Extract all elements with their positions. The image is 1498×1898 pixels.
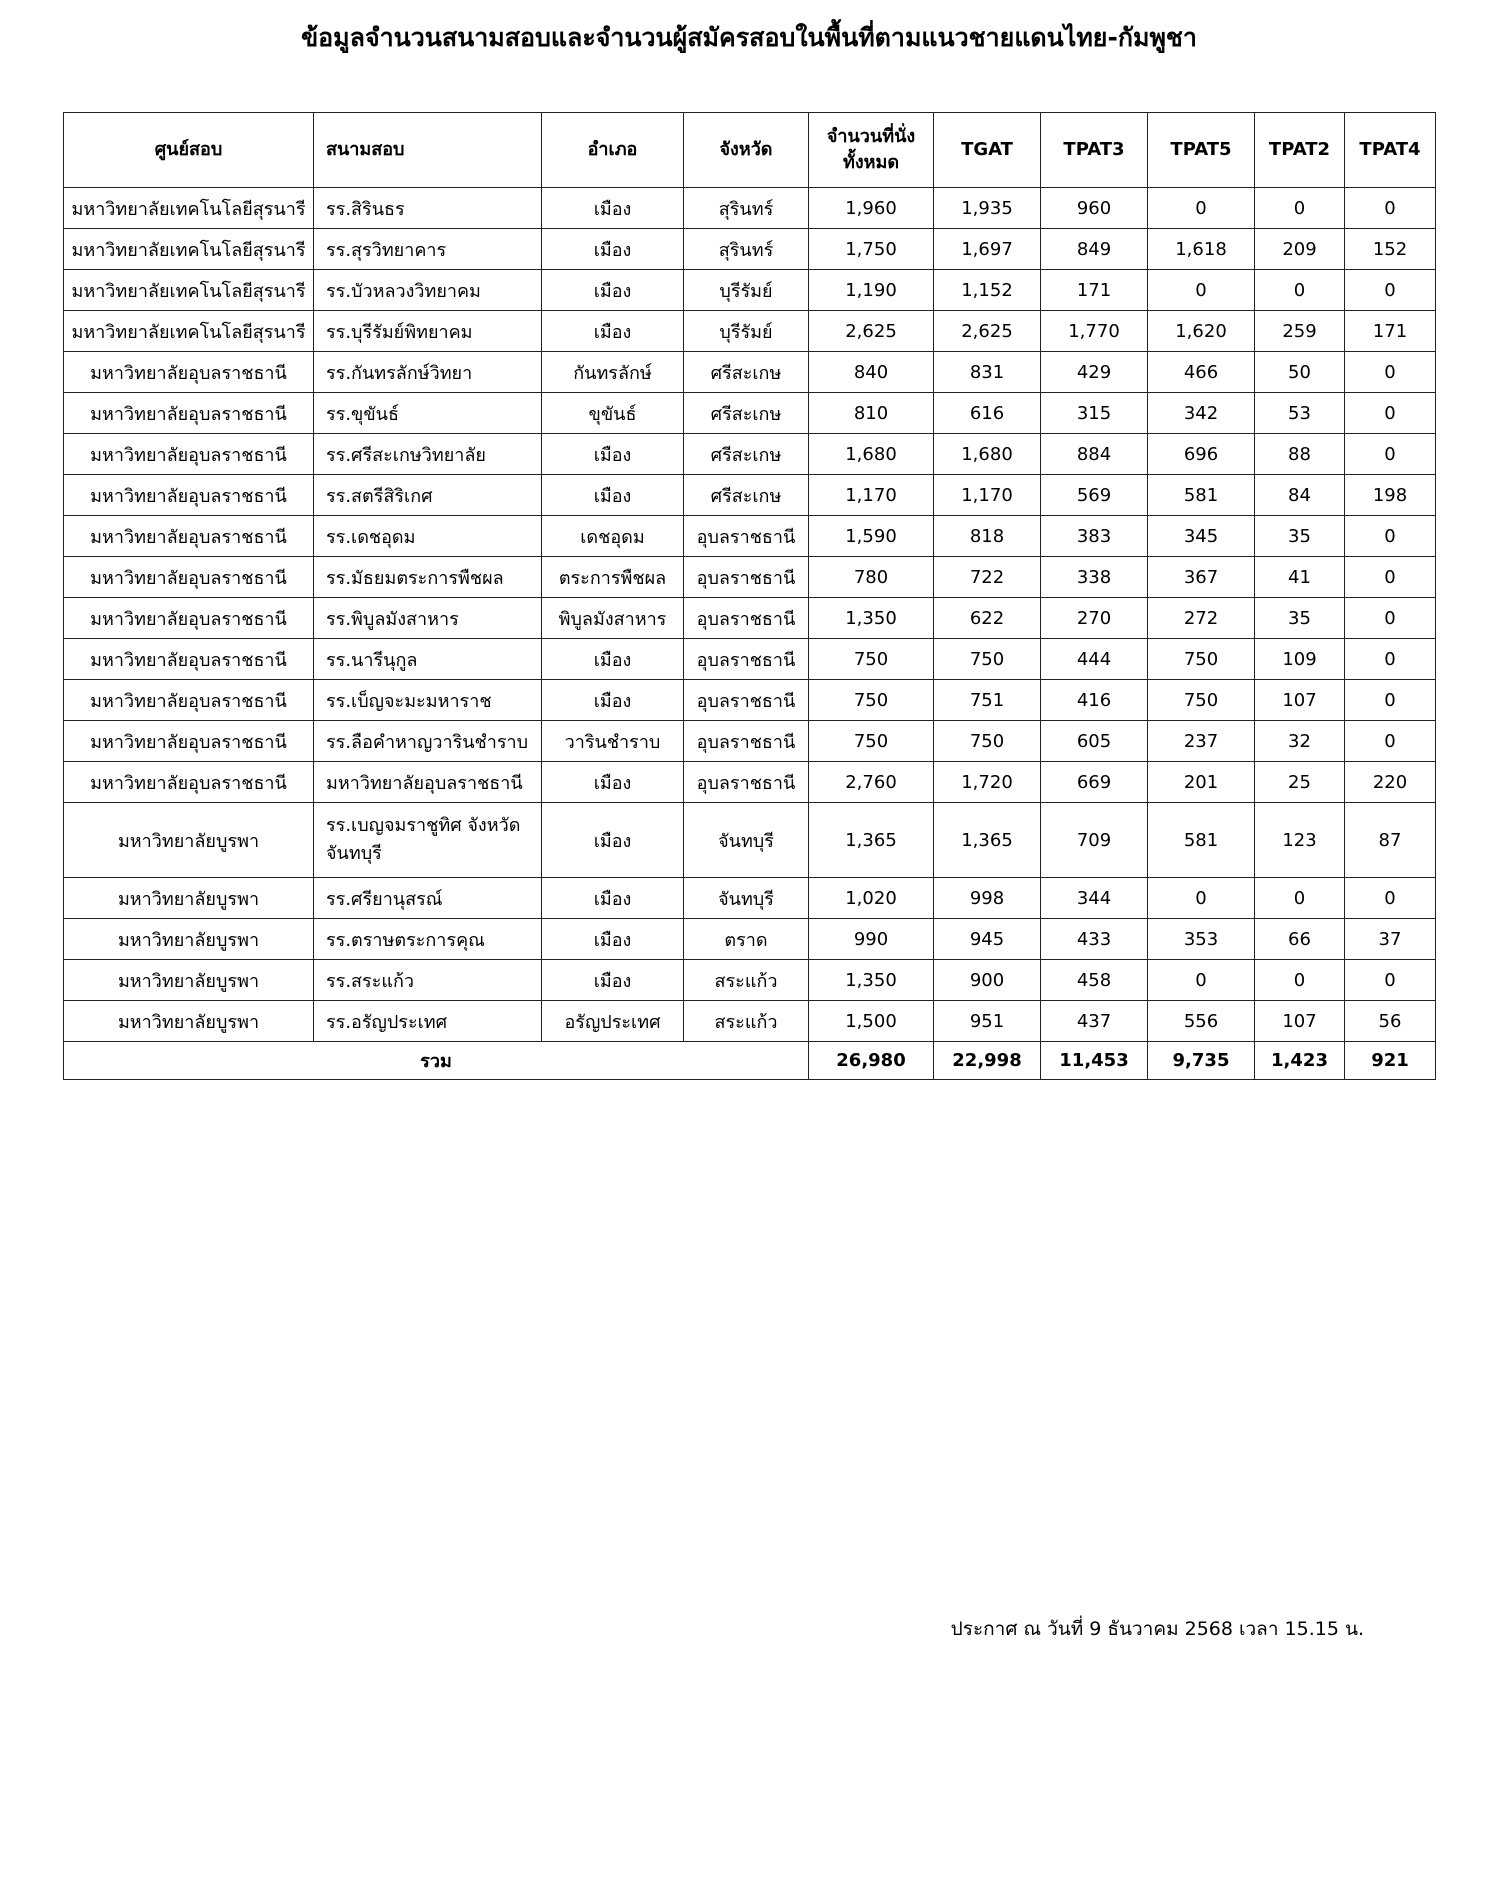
cell-seats: 2,625 <box>809 311 934 352</box>
cell-center: มหาวิทยาลัยเทคโนโลยีสุรนารี <box>64 270 314 311</box>
cell-district: ตระการพืชผล <box>542 557 684 598</box>
cell-seats: 810 <box>809 393 934 434</box>
cell-province: อุบลราชธานี <box>684 762 809 803</box>
cell-field: รร.อรัญประเทศ <box>314 1001 542 1042</box>
cell-province: จันทบุรี <box>684 878 809 919</box>
table-row <box>64 557 1436 598</box>
table-row <box>64 311 1436 352</box>
cell-district: พิบูลมังสาหาร <box>542 598 684 639</box>
table-row <box>64 721 1436 762</box>
table-row <box>64 639 1436 680</box>
cell-center: มหาวิทยาลัยเทคโนโลยีสุรนารี <box>64 311 314 352</box>
cell-field: รร.บัวหลวงวิทยาคม <box>314 270 542 311</box>
header-province: จังหวัด <box>684 113 809 188</box>
cell-district: เมือง <box>542 188 684 229</box>
cell-district: เมือง <box>542 919 684 960</box>
header-seats: จำนวนที่นั่งทั้งหมด <box>809 113 934 188</box>
cell-tgat: 750 <box>934 639 1041 680</box>
cell-tpat2: 50 <box>1255 352 1345 393</box>
cell-district: เมือง <box>542 960 684 1001</box>
table-row <box>64 762 1436 803</box>
cell-tpat2: 0 <box>1255 878 1345 919</box>
header-district: อำเภอ <box>542 113 684 188</box>
cell-field: รร.เดชอุดม <box>314 516 542 557</box>
cell-province: ศรีสะเกษ <box>684 352 809 393</box>
table-row <box>64 229 1436 270</box>
header-center: ศูนย์สอบ <box>64 113 314 188</box>
cell-district: เมือง <box>542 311 684 352</box>
cell-seats: 750 <box>809 721 934 762</box>
cell-center: มหาวิทยาลัยอุบลราชธานี <box>64 434 314 475</box>
cell-tpat2: 0 <box>1255 960 1345 1001</box>
cell-tgat: 998 <box>934 878 1041 919</box>
cell-field: รร.เบ็ญจะมะมหาราช <box>314 680 542 721</box>
total-tpat2: 1,423 <box>1255 1042 1345 1080</box>
table-row <box>64 878 1436 919</box>
cell-tpat3: 669 <box>1041 762 1148 803</box>
table-row <box>64 960 1436 1001</box>
cell-tpat2: 0 <box>1255 188 1345 229</box>
cell-tpat2: 107 <box>1255 1001 1345 1042</box>
cell-tpat3: 338 <box>1041 557 1148 598</box>
header-tpat3: TPAT3 <box>1041 113 1148 188</box>
cell-district: เมือง <box>542 434 684 475</box>
cell-tgat: 951 <box>934 1001 1041 1042</box>
cell-seats: 750 <box>809 639 934 680</box>
total-tgat: 22,998 <box>934 1042 1041 1080</box>
cell-tpat4: 0 <box>1345 680 1436 721</box>
cell-tpat2: 259 <box>1255 311 1345 352</box>
cell-seats: 1,350 <box>809 960 934 1001</box>
table-row <box>64 919 1436 960</box>
cell-tpat3: 709 <box>1041 803 1148 878</box>
cell-seats: 1,020 <box>809 878 934 919</box>
cell-district: เมือง <box>542 680 684 721</box>
page-title: ข้อมูลจำนวนสนามสอบและจำนวนผู้สมัครสอบในพื้นที่ตามแนวชายแดนไทย-กัมพูชา <box>301 23 1197 52</box>
cell-field: รร.ขุขันธ์ <box>314 393 542 434</box>
cell-field: รร.สระแก้ว <box>314 960 542 1001</box>
cell-tpat4: 220 <box>1345 762 1436 803</box>
cell-tpat4: 171 <box>1345 311 1436 352</box>
cell-tpat5: 0 <box>1148 960 1255 1001</box>
cell-district: เมือง <box>542 475 684 516</box>
cell-tgat: 751 <box>934 680 1041 721</box>
cell-tgat: 1,365 <box>934 803 1041 878</box>
cell-district: วารินชำราบ <box>542 721 684 762</box>
cell-tpat3: 458 <box>1041 960 1148 1001</box>
cell-seats: 750 <box>809 680 934 721</box>
cell-seats: 840 <box>809 352 934 393</box>
table-row <box>64 598 1436 639</box>
cell-province: จันทบุรี <box>684 803 809 878</box>
cell-tpat4: 0 <box>1345 639 1436 680</box>
cell-tpat4: 87 <box>1345 803 1436 878</box>
cell-seats: 780 <box>809 557 934 598</box>
cell-field: รร.ศรียานุสรณ์ <box>314 878 542 919</box>
cell-tpat3: 344 <box>1041 878 1148 919</box>
cell-tpat5: 581 <box>1148 475 1255 516</box>
total-label: รวม <box>64 1042 809 1080</box>
table-row <box>64 803 1436 878</box>
cell-tgat: 945 <box>934 919 1041 960</box>
cell-tgat: 900 <box>934 960 1041 1001</box>
cell-tpat4: 0 <box>1345 557 1436 598</box>
cell-tpat3: 884 <box>1041 434 1148 475</box>
cell-center: มหาวิทยาลัยบูรพา <box>64 1001 314 1042</box>
cell-tpat4: 0 <box>1345 960 1436 1001</box>
cell-center: มหาวิทยาลัยบูรพา <box>64 919 314 960</box>
cell-field: รร.พิบูลมังสาหาร <box>314 598 542 639</box>
cell-tpat5: 342 <box>1148 393 1255 434</box>
cell-tpat2: 35 <box>1255 598 1345 639</box>
cell-tpat4: 152 <box>1345 229 1436 270</box>
cell-tpat4: 0 <box>1345 393 1436 434</box>
cell-field: รร.สตรีสิริเกศ <box>314 475 542 516</box>
cell-center: มหาวิทยาลัยอุบลราชธานี <box>64 721 314 762</box>
cell-field: มหาวิทยาลัยอุบลราชธานี <box>314 762 542 803</box>
cell-tpat2: 107 <box>1255 680 1345 721</box>
cell-center: มหาวิทยาลัยอุบลราชธานี <box>64 393 314 434</box>
cell-district: กันทรลักษ์ <box>542 352 684 393</box>
cell-center: มหาวิทยาลัยอุบลราชธานี <box>64 352 314 393</box>
cell-tpat2: 123 <box>1255 803 1345 878</box>
cell-field: รร.สิรินธร <box>314 188 542 229</box>
cell-field: รร.ศรีสะเกษวิทยาลัย <box>314 434 542 475</box>
cell-tpat3: 960 <box>1041 188 1148 229</box>
cell-tpat5: 0 <box>1148 878 1255 919</box>
cell-field: รร.มัธยมตระการพืชผล <box>314 557 542 598</box>
cell-center: มหาวิทยาลัยอุบลราชธานี <box>64 762 314 803</box>
cell-field: รร.เบญจมราชูทิศ จังหวัดจันทบุรี <box>314 803 542 878</box>
cell-tpat2: 32 <box>1255 721 1345 762</box>
cell-tpat4: 198 <box>1345 475 1436 516</box>
cell-province: ศรีสะเกษ <box>684 393 809 434</box>
cell-district: เมือง <box>542 270 684 311</box>
cell-province: อุบลราชธานี <box>684 721 809 762</box>
cell-tpat5: 0 <box>1148 188 1255 229</box>
cell-tpat2: 84 <box>1255 475 1345 516</box>
cell-tpat2: 53 <box>1255 393 1345 434</box>
header-tgat: TGAT <box>934 113 1041 188</box>
cell-tpat5: 466 <box>1148 352 1255 393</box>
cell-center: มหาวิทยาลัยอุบลราชธานี <box>64 557 314 598</box>
cell-field: รร.ตราษตระการคุณ <box>314 919 542 960</box>
total-tpat3: 11,453 <box>1041 1042 1148 1080</box>
cell-tgat: 2,625 <box>934 311 1041 352</box>
cell-tpat2: 35 <box>1255 516 1345 557</box>
cell-center: มหาวิทยาลัยอุบลราชธานี <box>64 475 314 516</box>
total-seats: 26,980 <box>809 1042 934 1080</box>
table-row <box>64 475 1436 516</box>
cell-tpat3: 171 <box>1041 270 1148 311</box>
cell-tpat2: 41 <box>1255 557 1345 598</box>
cell-seats: 1,590 <box>809 516 934 557</box>
cell-tpat5: 696 <box>1148 434 1255 475</box>
cell-tpat5: 345 <box>1148 516 1255 557</box>
cell-field: รร.บุรีรัมย์พิทยาคม <box>314 311 542 352</box>
cell-seats: 1,500 <box>809 1001 934 1042</box>
cell-seats: 1,750 <box>809 229 934 270</box>
cell-tpat5: 201 <box>1148 762 1255 803</box>
cell-seats: 1,190 <box>809 270 934 311</box>
cell-tpat4: 0 <box>1345 352 1436 393</box>
cell-tpat3: 429 <box>1041 352 1148 393</box>
header-tpat2: TPAT2 <box>1255 113 1345 188</box>
table-row <box>64 393 1436 434</box>
total-tpat5: 9,735 <box>1148 1042 1255 1080</box>
table-row <box>64 434 1436 475</box>
cell-tpat3: 569 <box>1041 475 1148 516</box>
cell-district: อรัญประเทศ <box>542 1001 684 1042</box>
cell-province: บุรีรัมย์ <box>684 270 809 311</box>
exam-sites-table <box>63 112 1436 1080</box>
cell-tpat5: 556 <box>1148 1001 1255 1042</box>
total-tpat4: 921 <box>1345 1042 1436 1080</box>
cell-province: อุบลราชธานี <box>684 557 809 598</box>
cell-tpat5: 1,618 <box>1148 229 1255 270</box>
cell-seats: 2,760 <box>809 762 934 803</box>
cell-tgat: 1,170 <box>934 475 1041 516</box>
cell-tgat: 1,152 <box>934 270 1041 311</box>
cell-district: เมือง <box>542 803 684 878</box>
cell-district: ขุขันธ์ <box>542 393 684 434</box>
table-row <box>64 270 1436 311</box>
cell-center: มหาวิทยาลัยอุบลราชธานี <box>64 680 314 721</box>
cell-field: รร.กันทรลักษ์วิทยา <box>314 352 542 393</box>
cell-province: อุบลราชธานี <box>684 680 809 721</box>
cell-district: เมือง <box>542 878 684 919</box>
cell-tpat2: 25 <box>1255 762 1345 803</box>
cell-district: เมือง <box>542 762 684 803</box>
cell-tpat3: 315 <box>1041 393 1148 434</box>
cell-tgat: 818 <box>934 516 1041 557</box>
cell-tpat4: 0 <box>1345 598 1436 639</box>
header-tpat4: TPAT4 <box>1345 113 1436 188</box>
announcement-date: ประกาศ ณ วันที่ 9 ธันวาคม 2568 เวลา 15.15 น. <box>950 1618 1364 1640</box>
cell-center: มหาวิทยาลัยเทคโนโลยีสุรนารี <box>64 229 314 270</box>
cell-center: มหาวิทยาลัยบูรพา <box>64 960 314 1001</box>
cell-center: มหาวิทยาลัยอุบลราชธานี <box>64 598 314 639</box>
cell-province: สุรินทร์ <box>684 229 809 270</box>
cell-province: สระแก้ว <box>684 960 809 1001</box>
cell-tpat3: 444 <box>1041 639 1148 680</box>
cell-province: ศรีสะเกษ <box>684 434 809 475</box>
cell-province: ตราด <box>684 919 809 960</box>
cell-field: รร.สุรวิทยาคาร <box>314 229 542 270</box>
cell-tgat: 1,720 <box>934 762 1041 803</box>
cell-province: ศรีสะเกษ <box>684 475 809 516</box>
cell-tpat4: 0 <box>1345 434 1436 475</box>
cell-tgat: 1,680 <box>934 434 1041 475</box>
cell-field: รร.นารีนุกูล <box>314 639 542 680</box>
cell-province: อุบลราชธานี <box>684 639 809 680</box>
cell-tpat4: 0 <box>1345 878 1436 919</box>
cell-tpat4: 37 <box>1345 919 1436 960</box>
table-row <box>64 352 1436 393</box>
cell-seats: 1,960 <box>809 188 934 229</box>
table-row <box>64 188 1436 229</box>
cell-tpat5: 581 <box>1148 803 1255 878</box>
cell-province: สุรินทร์ <box>684 188 809 229</box>
total-row <box>64 1042 1436 1080</box>
cell-center: มหาวิทยาลัยบูรพา <box>64 878 314 919</box>
cell-tgat: 750 <box>934 721 1041 762</box>
cell-tpat4: 56 <box>1345 1001 1436 1042</box>
table-row <box>64 516 1436 557</box>
cell-province: สระแก้ว <box>684 1001 809 1042</box>
header-field: สนามสอบ <box>314 113 542 188</box>
cell-tpat5: 237 <box>1148 721 1255 762</box>
cell-tpat4: 0 <box>1345 188 1436 229</box>
cell-center: มหาวิทยาลัยอุบลราชธานี <box>64 516 314 557</box>
cell-province: อุบลราชธานี <box>684 516 809 557</box>
cell-seats: 1,170 <box>809 475 934 516</box>
cell-tgat: 722 <box>934 557 1041 598</box>
cell-center: มหาวิทยาลัยอุบลราชธานี <box>64 639 314 680</box>
cell-tpat3: 433 <box>1041 919 1148 960</box>
cell-province: อุบลราชธานี <box>684 598 809 639</box>
cell-tpat5: 367 <box>1148 557 1255 598</box>
cell-tpat2: 109 <box>1255 639 1345 680</box>
cell-tgat: 616 <box>934 393 1041 434</box>
cell-tpat3: 437 <box>1041 1001 1148 1042</box>
cell-province: บุรีรัมย์ <box>684 311 809 352</box>
cell-tpat5: 750 <box>1148 639 1255 680</box>
table-row <box>64 680 1436 721</box>
cell-seats: 990 <box>809 919 934 960</box>
cell-tpat2: 66 <box>1255 919 1345 960</box>
cell-tpat4: 0 <box>1345 270 1436 311</box>
cell-seats: 1,350 <box>809 598 934 639</box>
cell-center: มหาวิทยาลัยบูรพา <box>64 803 314 878</box>
cell-tgat: 831 <box>934 352 1041 393</box>
cell-tpat3: 849 <box>1041 229 1148 270</box>
cell-tpat3: 605 <box>1041 721 1148 762</box>
cell-tpat3: 270 <box>1041 598 1148 639</box>
cell-tpat3: 416 <box>1041 680 1148 721</box>
cell-tpat5: 750 <box>1148 680 1255 721</box>
cell-tgat: 622 <box>934 598 1041 639</box>
table-header-row <box>64 113 1436 188</box>
cell-tpat5: 353 <box>1148 919 1255 960</box>
cell-seats: 1,365 <box>809 803 934 878</box>
cell-tpat3: 383 <box>1041 516 1148 557</box>
table-row <box>64 1001 1436 1042</box>
cell-tpat4: 0 <box>1345 516 1436 557</box>
cell-field: รร.ลือคำหาญวารินชำราบ <box>314 721 542 762</box>
cell-district: เมือง <box>542 229 684 270</box>
cell-tpat2: 209 <box>1255 229 1345 270</box>
cell-tpat5: 0 <box>1148 270 1255 311</box>
cell-tpat5: 272 <box>1148 598 1255 639</box>
cell-tgat: 1,935 <box>934 188 1041 229</box>
cell-tpat5: 1,620 <box>1148 311 1255 352</box>
cell-tpat4: 0 <box>1345 721 1436 762</box>
cell-tgat: 1,697 <box>934 229 1041 270</box>
cell-district: เดชอุดม <box>542 516 684 557</box>
header-tpat5: TPAT5 <box>1148 113 1255 188</box>
cell-tpat2: 88 <box>1255 434 1345 475</box>
cell-tpat2: 0 <box>1255 270 1345 311</box>
cell-center: มหาวิทยาลัยเทคโนโลยีสุรนารี <box>64 188 314 229</box>
cell-district: เมือง <box>542 639 684 680</box>
cell-seats: 1,680 <box>809 434 934 475</box>
cell-tpat3: 1,770 <box>1041 311 1148 352</box>
